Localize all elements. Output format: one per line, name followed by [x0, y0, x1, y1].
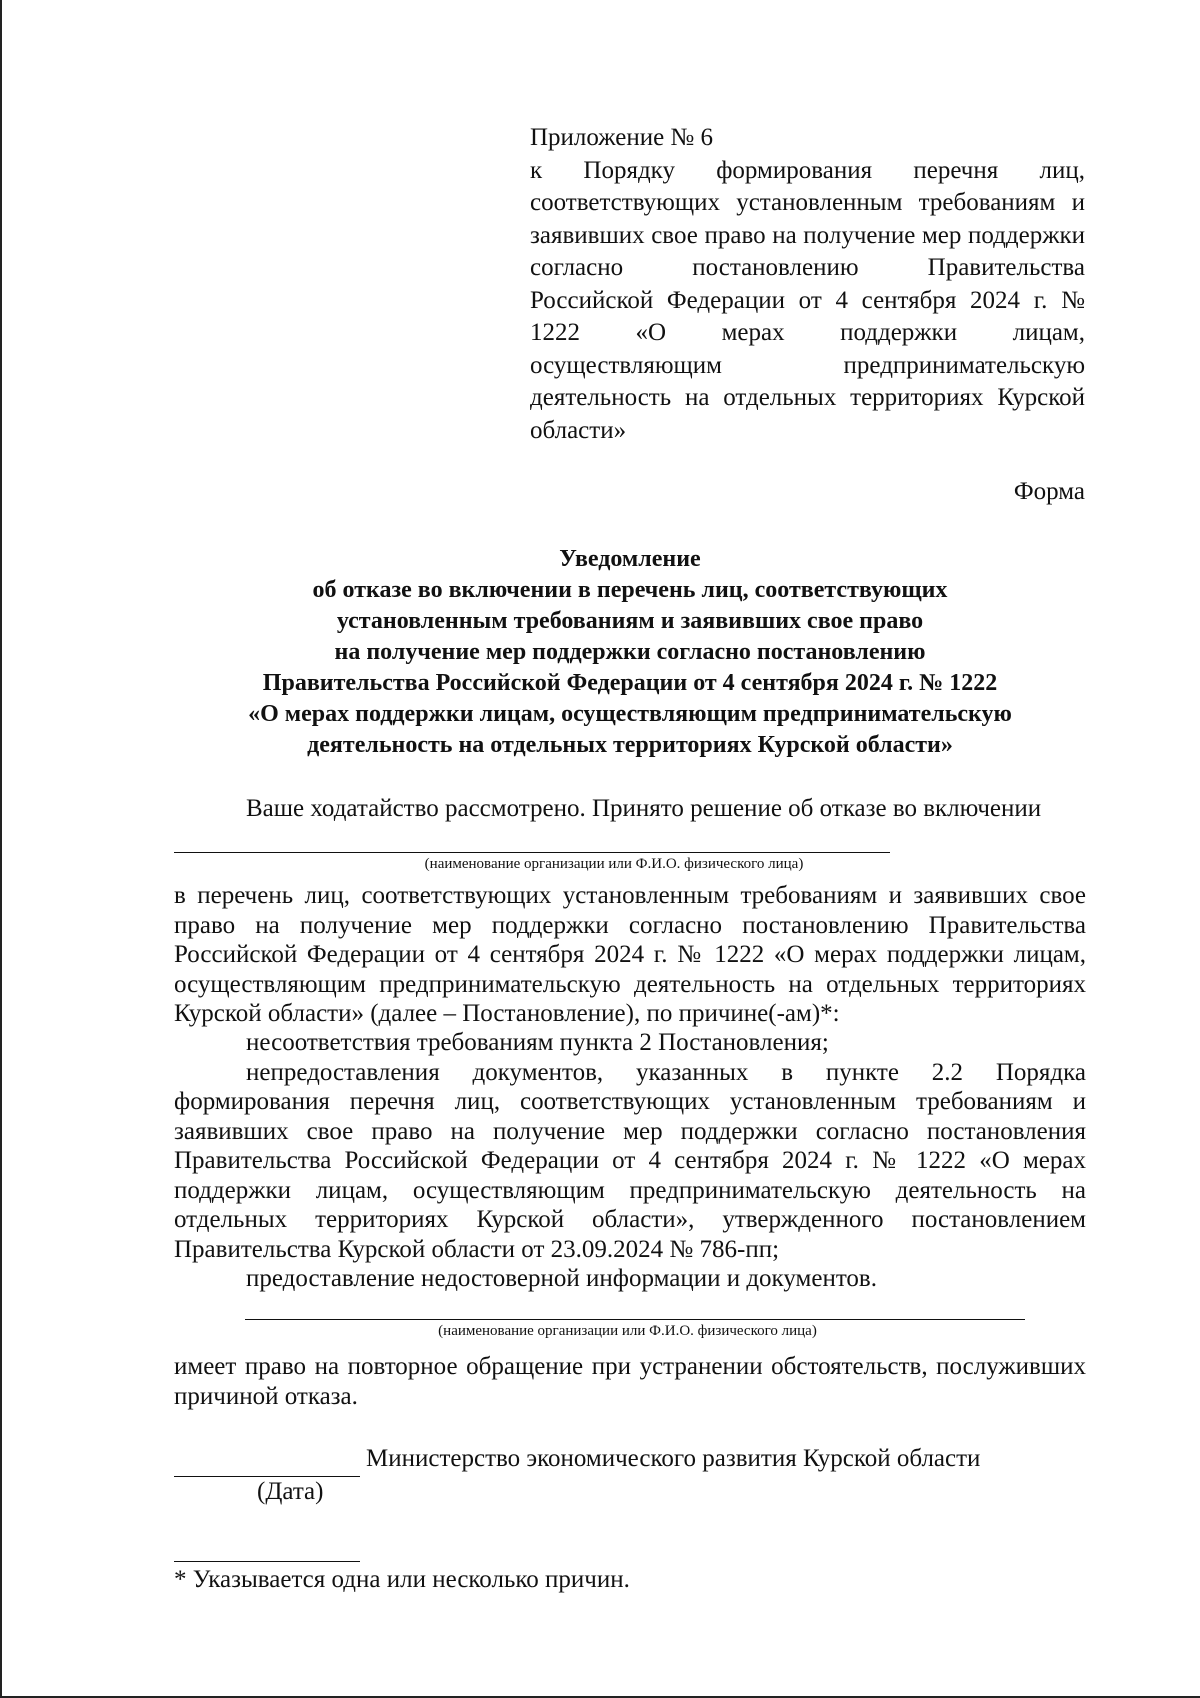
title-line: установленным требованиям и заявивших свое право — [336, 608, 924, 634]
footnote-separator — [174, 1561, 360, 1562]
document-title — [170, 544, 1090, 761]
organization-name-blank — [174, 852, 890, 853]
reason-item: предоставление недостоверной информации и документов. — [246, 1265, 877, 1292]
date-label: (Дата) — [257, 1478, 324, 1505]
title-line: деятельность на отдельных территориях Курской области» — [307, 732, 953, 758]
organization-name-caption: (наименование организации или Ф.И.О. физического лица) — [424, 856, 804, 872]
title-line: на получение мер поддержки согласно постановлению — [334, 639, 926, 665]
ministry-name: Министерство экономического развития Курской области — [366, 1445, 981, 1472]
reason-item: несоответствия требованиям пункта 2 Постановления; — [246, 1029, 829, 1056]
form-label: Форма — [1013, 478, 1085, 505]
closing-paragraph: имеет право на повторное обращение при устранении обстоятельств, послуживших причиной отказа. — [174, 1353, 1086, 1410]
title-line: Уведомление — [559, 546, 701, 572]
footnote: * Указывается одна или несколько причин. — [174, 1566, 630, 1593]
organization-name-blank-2 — [245, 1319, 1025, 1320]
appendix-block — [530, 122, 1085, 447]
organization-name-caption-2: (наименование организации или Ф.И.О. физического лица) — [438, 1323, 817, 1339]
reasons-list — [174, 1028, 1086, 1294]
title-line: «О мерах поддержки лицам, осуществляющим предпринимательскую — [248, 701, 1012, 727]
main-paragraph: в перечень лиц, соответствующих установленным требованиям и заявивших свое право на получение мер поддержки согласно постановлению Правительства Российской Федерации от 4 сентября 2024 г. № 1222 «О мерах поддержки лицам, осуществляющим предпринимательскую деятельность на отдельных территориях Курской области» (далее – Постановление), по причине(-ам)*: — [174, 882, 1086, 1027]
appendix-title: Приложение № 6 — [530, 124, 714, 151]
title-line: Правительства Российской Федерации от 4 сентября 2024 г. № 1222 — [262, 670, 998, 696]
reason-item: непредоставления документов, указанных в пункте 2.2 Порядка формирования перечня лиц, соответствующих установленным требованиям и заявивших свое право на получение мер поддержки согласно постановления Правительства Российской Федерации от 4 сентября 2024 г. № 1222 «О мерах поддержки лицам, осуществляющим предпринимательскую деятельность на отдельных территориях Курской области», утвержденного постановлением Правительства Курской области от 23.09.2024 № 786-пп; — [174, 1058, 1086, 1263]
title-line: об отказе во включении в перечень лиц, соответствующих — [312, 577, 948, 603]
scan-edge-left — [0, 0, 2, 1698]
appendix-body: к Порядку формирования перечня лиц, соответствующих установленным требованиям и заявивших свое право на получение мер поддержки согласно постановлению Правительства Российской Федерации от 4 сентября 2024 г. № 1222 «О мерах поддержки лицам, осуществляющим предпринимательскую деятельность на отдельных территориях Курской области» — [530, 156, 1085, 444]
intro-paragraph: Ваше ходатайство рассмотрено. Принято решение об отказе во включении — [246, 795, 1042, 822]
